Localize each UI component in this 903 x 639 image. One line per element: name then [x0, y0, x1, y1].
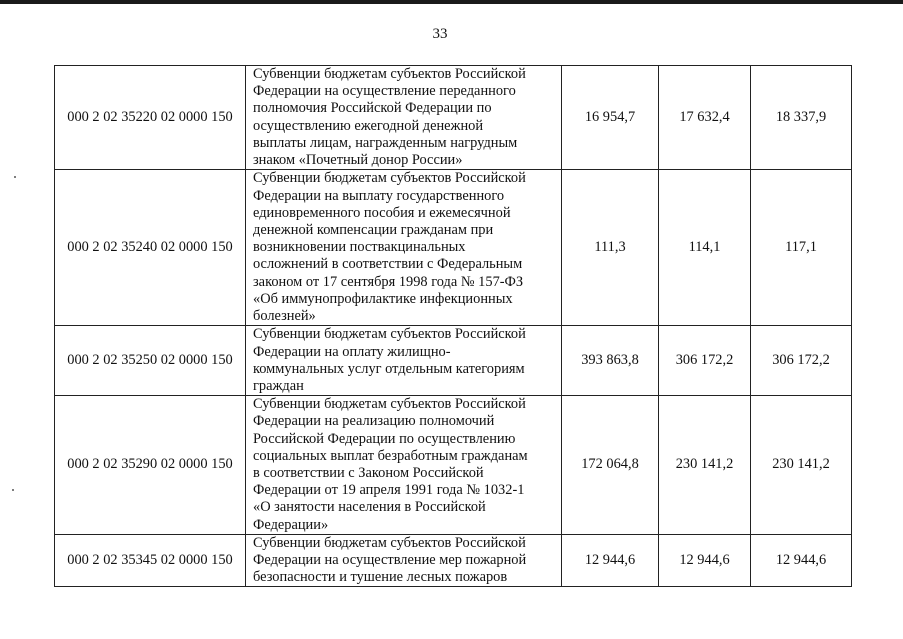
amount-cell-year-3: 306 172,2 [751, 326, 852, 396]
amount-cell-year-3: 12 944,6 [751, 534, 852, 587]
table-row [55, 326, 852, 396]
amount-cell-year-3: 18 337,9 [751, 66, 852, 170]
budget-code-cell: 000 2 02 35240 02 0000 150 [55, 170, 246, 326]
table-row [55, 170, 852, 326]
scan-speck [14, 176, 16, 178]
budget-code-cell: 000 2 02 35290 02 0000 150 [55, 396, 246, 535]
amount-cell-year-2: 230 141,2 [659, 396, 751, 535]
amount-cell-year-2: 306 172,2 [659, 326, 751, 396]
description-cell: Субвенции бюджетам субъектов Российской Федерации на осуществление мер пожарной безопасности и тушение лесных пожаров [246, 534, 562, 587]
budget-code-cell: 000 2 02 35250 02 0000 150 [55, 326, 246, 396]
amount-cell-year-1: 111,3 [562, 170, 659, 326]
description-cell: Субвенции бюджетам субъектов Российской Федерации на выплату государственного единовременного пособия и ежемесячной денежной компенсации гражданам при возникновении поствакцинальных осложнений в соответствии с Федеральным законом от 17 сентября 1998 года № 157-ФЗ «Об иммунопрофилактике инфекционных болезней» [246, 170, 562, 326]
amount-cell-year-3: 230 141,2 [751, 396, 852, 535]
table-row [55, 534, 852, 587]
amount-cell-year-2: 12 944,6 [659, 534, 751, 587]
budget-code-cell: 000 2 02 35220 02 0000 150 [55, 66, 246, 170]
budget-table [54, 65, 852, 587]
description-cell: Субвенции бюджетам субъектов Российской Федерации на оплату жилищно- коммунальных услуг отдельным категориям граждан [246, 326, 562, 396]
top-border-rule [0, 0, 903, 4]
page-number: 33 [432, 26, 448, 42]
amount-cell-year-2: 114,1 [659, 170, 751, 326]
amount-cell-year-1: 16 954,7 [562, 66, 659, 170]
scan-speck [12, 489, 14, 491]
budget-code-cell: 000 2 02 35345 02 0000 150 [55, 534, 246, 587]
amount-cell-year-1: 172 064,8 [562, 396, 659, 535]
description-cell: Субвенции бюджетам субъектов Российской Федерации на осуществление переданного полномочия Российской Федерации по осуществлению ежегодной денежной выплаты лицам, награжденным нагрудным знаком «Почетный донор России» [246, 66, 562, 170]
table-row [55, 66, 852, 170]
table-row [55, 396, 852, 535]
description-cell: Субвенции бюджетам субъектов Российской Федерации на реализацию полномочий Российской Федерации по осуществлению социальных выплат безработным гражданам в соответствии с Законом Российской Федерации от 19 апреля 1991 года № 1032-1 «О занятости населения в Российской Федерации» [246, 396, 562, 535]
amount-cell-year-2: 17 632,4 [659, 66, 751, 170]
amount-cell-year-1: 12 944,6 [562, 534, 659, 587]
amount-cell-year-3: 117,1 [751, 170, 852, 326]
amount-cell-year-1: 393 863,8 [562, 326, 659, 396]
